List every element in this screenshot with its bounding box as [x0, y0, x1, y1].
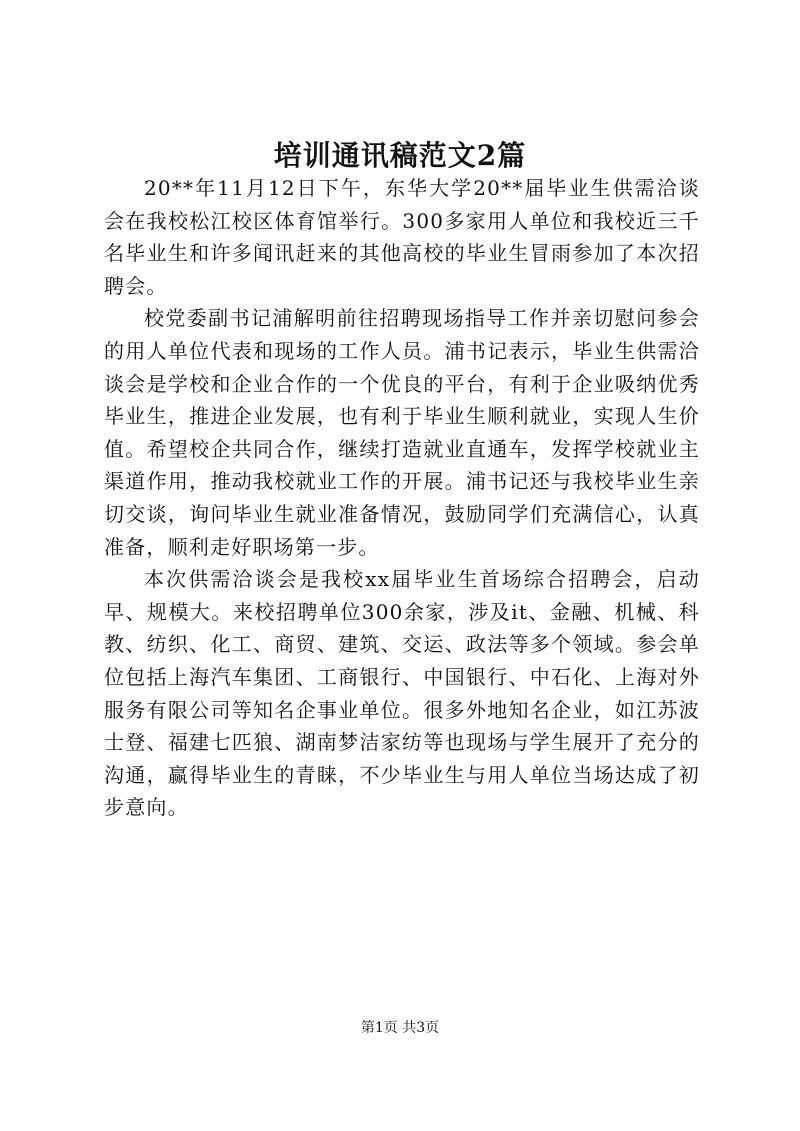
paragraph: 校党委副书记浦解明前往招聘现场指导工作并亲切慰问参会的用人单位代表和现场的工作人员。浦书记表示，毕业生供需洽谈会是学校和企业合作的一个优良的平台，有利于企业吸纳优秀毕业生，推进企业发展，也有利于毕业生顺利就业，实现人生价值。希望校企共同合作，继续打造就业直通车，发挥学校就业主渠道作用，推动我校就业工作的开展。浦书记还与我校毕业生亲切交谈，询问毕业生就业准备情况，鼓励同学们充满信心，认真准备，顺利走好职场第一步。: [104, 306, 700, 559]
paragraph: 本次供需洽谈会是我校xx届毕业生首场综合招聘会，启动早、规模大。来校招聘单位300余家，涉及it、金融、机械、科教、纺织、化工、商贸、建筑、交运、政法等多个领域。参会单位包括上海汽车集团、工商银行、中国银行、中石化、上海对外服务有限公司等知名企事业单位。很多外地知名企业，如江苏波士登、福建七匹狼、湖南梦洁家纺等也现场与学生展开了充分的沟通，赢得毕业生的青睐，不少毕业生与用人单位当场达成了初步意向。: [104, 567, 700, 820]
paragraph: 20**年11月12日下午，东华大学20**届毕业生供需洽谈会在我校松江校区体育馆举行。300多家用人单位和我校近三千名毕业生和许多闻讯赶来的其他高校的毕业生冒雨参加了本次招聘会。: [104, 176, 700, 298]
page-footer: 第1页 共3页: [360, 1020, 440, 1036]
page-title: 培训通讯稿范文2篇: [273, 139, 527, 172]
document-body: [104, 172, 700, 824]
